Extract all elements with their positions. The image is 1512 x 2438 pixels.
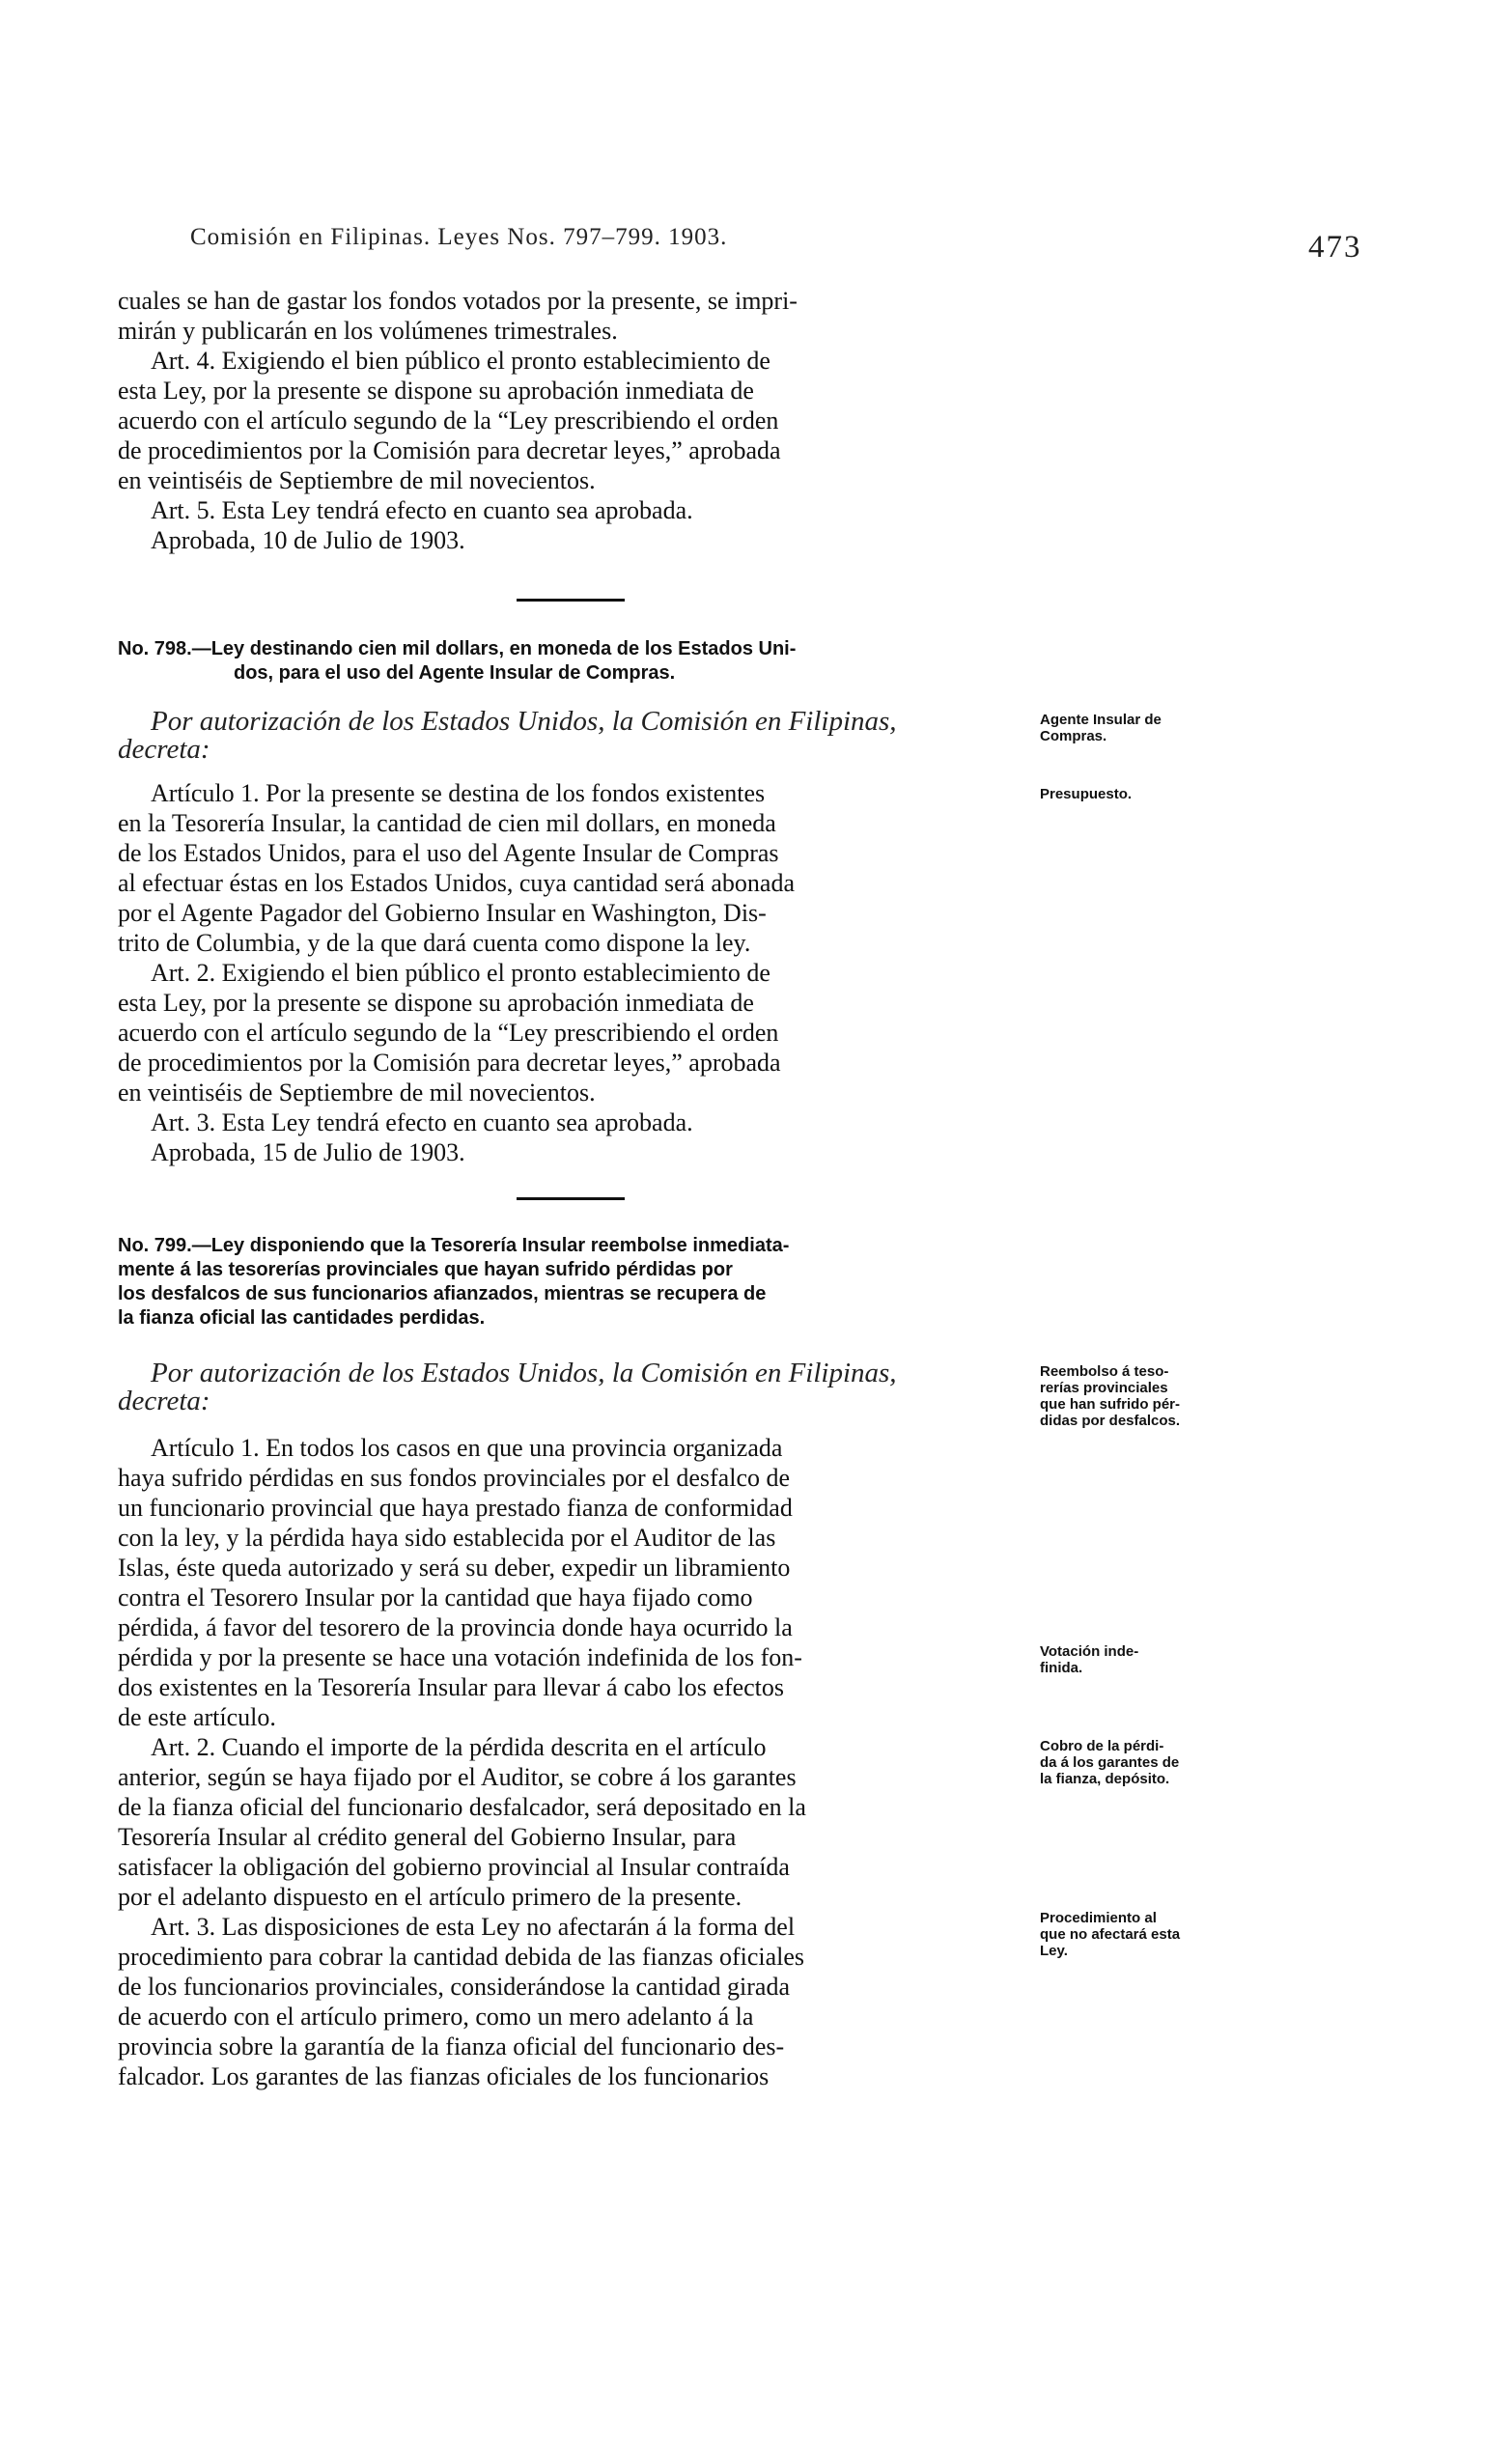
text-line: Art. 4. Exigiendo el bien público el pronto establecimiento de bbox=[151, 347, 770, 375]
text-line: por el Agente Pagador del Gobierno Insular en Washington, Dis- bbox=[118, 899, 767, 927]
text-line: dos existentes en la Tesorería Insular para llevar á cabo los efectos bbox=[118, 1673, 785, 1701]
note-line: da á los garantes de bbox=[1040, 1754, 1180, 1771]
text-line: de la fianza oficial del funcionario desfalcador, será depositado en la bbox=[118, 1793, 806, 1821]
note-line: Compras. bbox=[1040, 728, 1107, 744]
text-line: Artículo 1. Por la presente se destina de los fondos existentes bbox=[151, 779, 766, 807]
text-line: mirán y publicarán en los volúmenes trimestrales. bbox=[118, 317, 618, 345]
text-line: en veintiséis de Septiembre de mil novecientos. bbox=[118, 1079, 596, 1107]
text-line: pérdida y por la presente se hace una votación indefinida de los fon- bbox=[118, 1643, 802, 1671]
text-line: Por autorización de los Estados Unidos, la Comisión en Filipinas, bbox=[151, 706, 897, 737]
note-line: Presupuesto. bbox=[1040, 786, 1133, 802]
law-798-enacting-clause bbox=[118, 708, 1025, 764]
text-line: en la Tesorería Insular, la cantidad de cien mil dollars, en moneda bbox=[118, 809, 776, 837]
heading-line: los desfalcos de sus funcionarios afianzados, mientras se recupera de bbox=[118, 1283, 767, 1304]
heading-line: dos, para el uso del Agente Insular de Compras. bbox=[234, 662, 676, 684]
note-line: rerías provinciales bbox=[1040, 1380, 1168, 1396]
heading-line: No. 799.—Ley disponiendo que la Tesorería Insular reembolse inmediata- bbox=[118, 1235, 790, 1256]
text-line: satisfacer la obligación del gobierno provincial al Insular contraída bbox=[118, 1853, 790, 1881]
text-line: cuales se han de gastar los fondos votados por la presente, se impri- bbox=[118, 287, 798, 315]
text-line: decreta: bbox=[118, 734, 210, 765]
law-798-heading bbox=[118, 637, 1011, 686]
text-line: de acuerdo con el artículo primero, como un mero adelanto á la bbox=[118, 2003, 754, 2031]
text-line: haya sufrido pérdidas en sus fondos provinciales por el desfalco de bbox=[118, 1464, 791, 1492]
running-head: Comisión en Filipinas. Leyes Nos. 797–799. 1903. bbox=[190, 224, 728, 250]
margin-note-reembolso bbox=[1040, 1363, 1247, 1429]
approval-date: Aprobada, 15 de Julio de 1903. bbox=[151, 1138, 465, 1166]
text-line: procedimiento para cobrar la cantidad debida de las fianzas oficiales bbox=[118, 1943, 805, 1971]
text-line: al efectuar éstas en los Estados Unidos, cuya cantidad será abonada bbox=[118, 869, 796, 897]
note-line: finida. bbox=[1040, 1660, 1083, 1676]
law-799-enacting-clause bbox=[118, 1359, 1025, 1415]
text-line: de procedimientos por la Comisión para decretar leyes,” aprobada bbox=[118, 436, 781, 464]
note-line: la fianza, depósito. bbox=[1040, 1771, 1170, 1787]
text-line: anterior, según se haya fijado por el Auditor, se cobre á los garantes bbox=[118, 1763, 797, 1791]
margin-note-cobro bbox=[1040, 1738, 1247, 1787]
text-line: de los Estados Unidos, para el uso del Agente Insular de Compras bbox=[118, 839, 779, 867]
law-799-body bbox=[118, 1433, 1016, 2091]
margin-note-votacion bbox=[1040, 1643, 1247, 1676]
text-line: esta Ley, por la presente se dispone su aprobación inmediata de bbox=[118, 989, 754, 1017]
margin-note-presupuesto bbox=[1040, 786, 1247, 802]
text-line: provincia sobre la garantía de la fianza oficial del funcionario des- bbox=[118, 2032, 785, 2060]
text-line: de procedimientos por la Comisión para decretar leyes,” aprobada bbox=[118, 1049, 781, 1077]
text-line: por el adelanto dispuesto en el artículo primero de la presente. bbox=[118, 1883, 742, 1911]
text-line: de este artículo. bbox=[118, 1703, 276, 1731]
note-line: didas por desfalcos. bbox=[1040, 1413, 1181, 1429]
text-line: acuerdo con el artículo segundo de la “Ley prescribiendo el orden bbox=[118, 1019, 779, 1047]
note-line: Votación inde- bbox=[1040, 1643, 1139, 1660]
note-line: Cobro de la pérdi- bbox=[1040, 1738, 1164, 1754]
note-line: que no afectará esta bbox=[1040, 1926, 1181, 1943]
approval-date: Aprobada, 10 de Julio de 1903. bbox=[151, 526, 465, 554]
heading-line: No. 798.—Ley destinando cien mil dollars, en moneda de los Estados Uni- bbox=[118, 638, 797, 659]
text-line: Art. 2. Cuando el importe de la pérdida descrita en el artículo bbox=[151, 1733, 767, 1761]
previous-law-continuation bbox=[118, 286, 1016, 555]
text-line: Artículo 1. En todos los casos en que una provincia organizada bbox=[151, 1434, 783, 1462]
law-798-body bbox=[118, 778, 1016, 1167]
text-line: Art. 3. Las disposiciones de esta Ley no afectarán á la forma del bbox=[151, 1913, 796, 1941]
note-line: Agente Insular de bbox=[1040, 712, 1162, 728]
text-line: contra el Tesorero Insular por la cantidad que haya fijado como bbox=[118, 1583, 753, 1611]
text-line: de los funcionarios provinciales, considerándose la cantidad girada bbox=[118, 1973, 790, 2001]
text-line: Art. 2. Exigiendo el bien público el pronto establecimiento de bbox=[151, 959, 770, 987]
law-799-heading bbox=[118, 1234, 1011, 1331]
text-line: acuerdo con el artículo segundo de la “Ley prescribiendo el orden bbox=[118, 406, 779, 434]
text-line: Por autorización de los Estados Unidos, la Comisión en Filipinas, bbox=[151, 1358, 897, 1388]
note-line: Ley. bbox=[1040, 1943, 1068, 1959]
text-line: Tesorería Insular al crédito general del Gobierno Insular, para bbox=[118, 1823, 737, 1851]
note-line: que han sufrido pér- bbox=[1040, 1396, 1181, 1413]
margin-note-procedimiento bbox=[1040, 1910, 1247, 1959]
text-line: Art. 3. Esta Ley tendrá efecto en cuanto sea aprobada. bbox=[151, 1108, 693, 1136]
text-line: Islas, éste queda autorizado y será su deber, expedir un libramiento bbox=[118, 1554, 791, 1582]
section-divider bbox=[517, 1197, 625, 1200]
text-line: pérdida, á favor del tesorero de la provincia donde haya ocurrido la bbox=[118, 1613, 793, 1641]
text-line: con la ley, y la pérdida haya sido establecida por el Auditor de las bbox=[118, 1524, 776, 1552]
heading-line: mente á las tesorerías provinciales que hayan sufrido pérdidas por bbox=[118, 1259, 733, 1280]
page-number: 473 bbox=[1308, 230, 1362, 265]
text-line: falcador. Los garantes de las fianzas oficiales de los funcionarios bbox=[118, 2062, 770, 2090]
section-divider bbox=[517, 599, 625, 602]
heading-line: la fianza oficial las cantidades perdidas. bbox=[118, 1307, 486, 1329]
text-line: esta Ley, por la presente se dispone su aprobación inmediata de bbox=[118, 377, 754, 405]
text-line: decreta: bbox=[118, 1386, 210, 1416]
margin-note-agente bbox=[1040, 712, 1247, 744]
text-line: un funcionario provincial que haya prestado fianza de conformidad bbox=[118, 1494, 793, 1522]
text-line: trito de Columbia, y de la que dará cuenta como dispone la ley. bbox=[118, 929, 751, 957]
note-line: Reembolso á teso- bbox=[1040, 1363, 1169, 1380]
text-line: Art. 5. Esta Ley tendrá efecto en cuanto sea aprobada. bbox=[151, 496, 693, 524]
text-line: en veintiséis de Septiembre de mil novecientos. bbox=[118, 466, 596, 494]
note-line: Procedimiento al bbox=[1040, 1910, 1157, 1926]
